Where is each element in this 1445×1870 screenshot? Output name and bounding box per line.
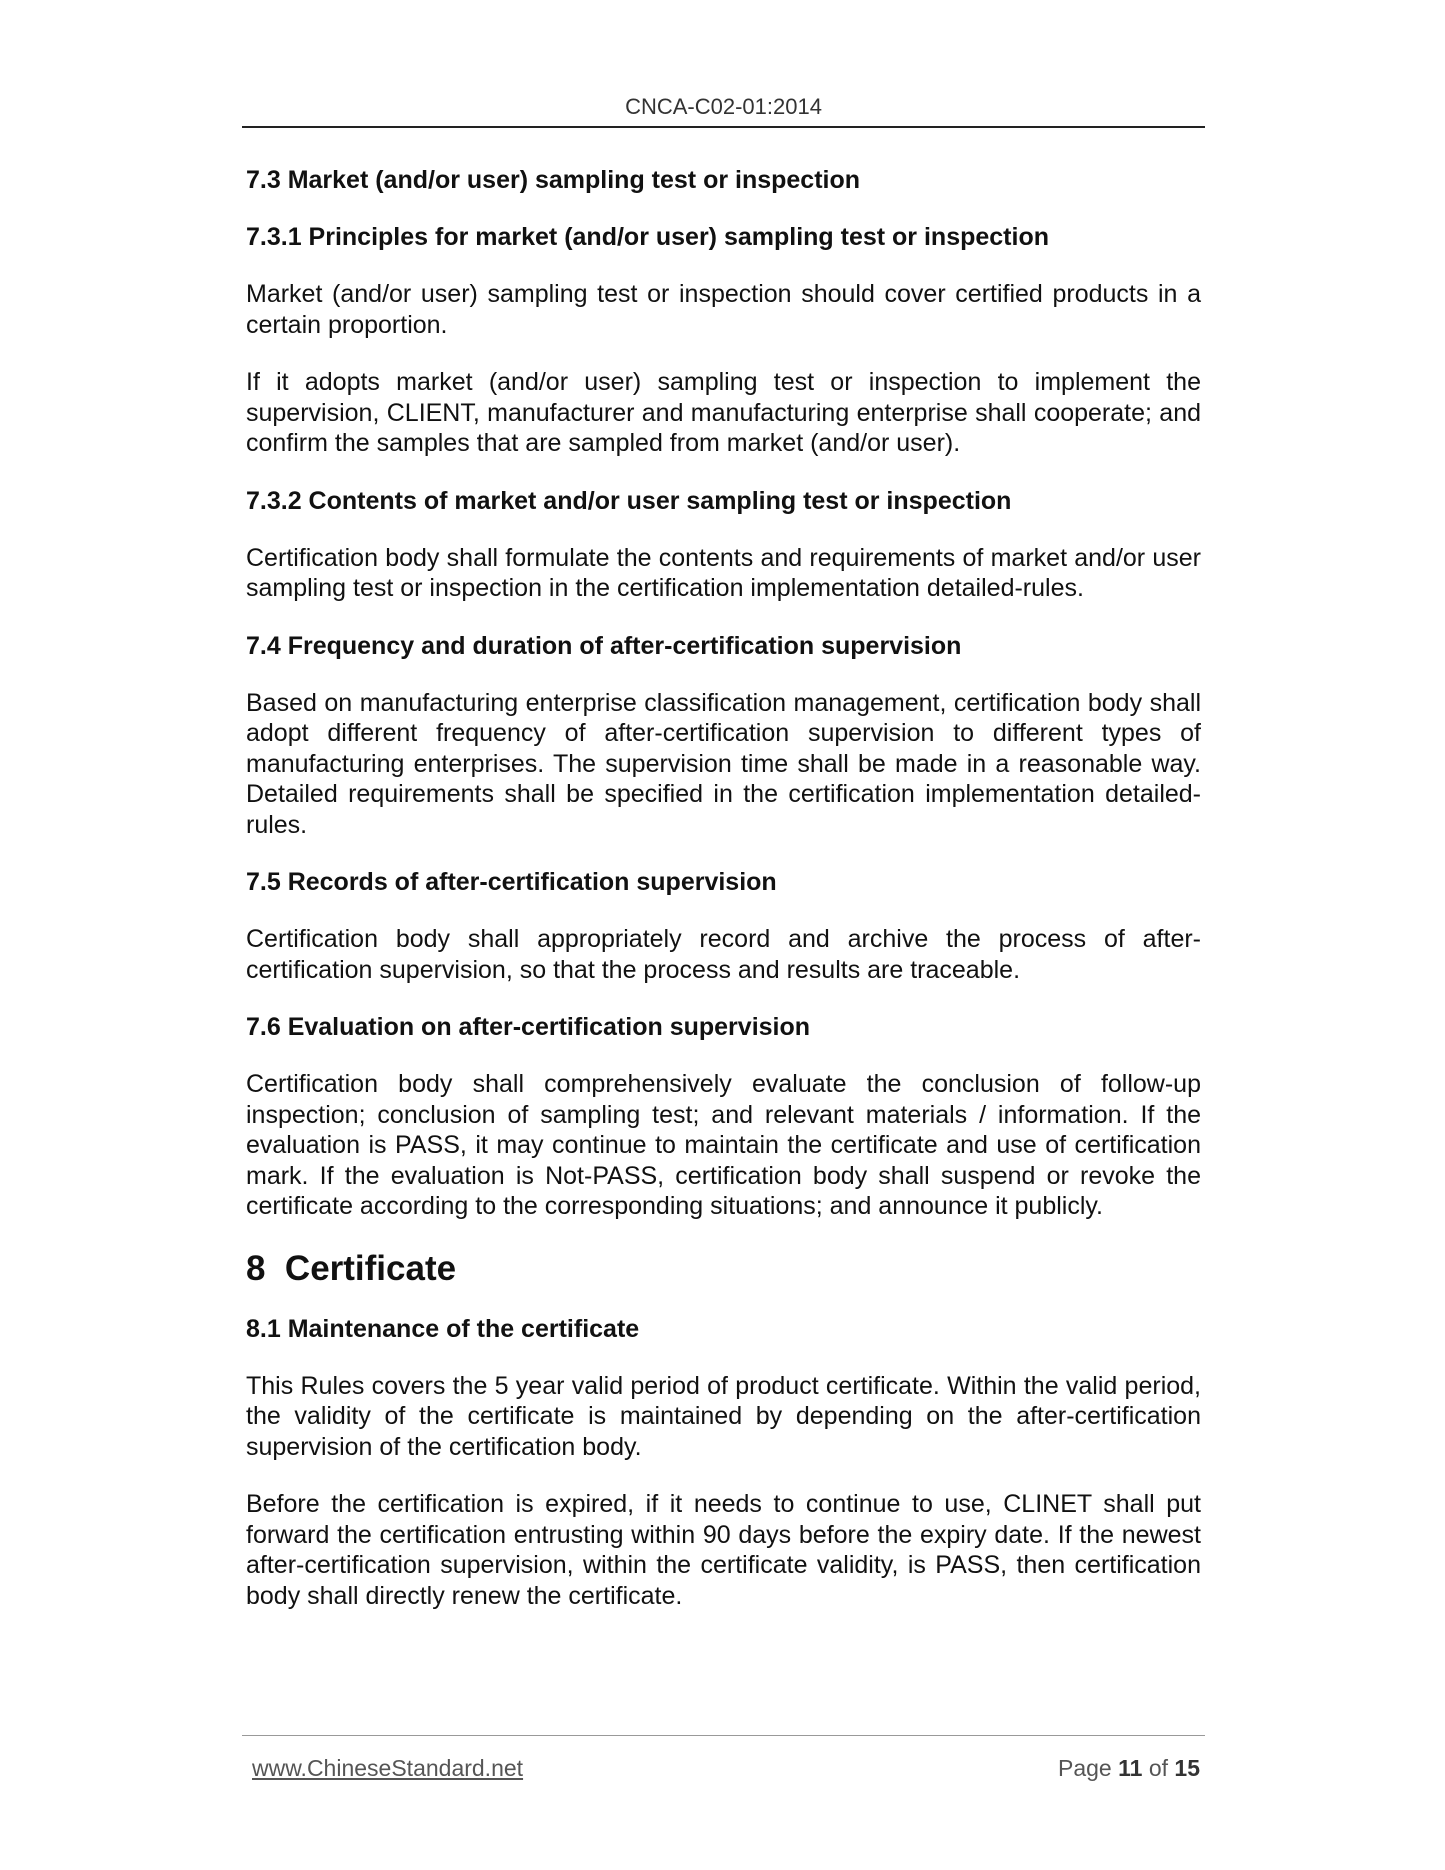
footer-divider	[242, 1735, 1205, 1736]
footer-website-link[interactable]: www.ChineseStandard.net	[252, 1755, 524, 1781]
heading-7-4: 7.4 Frequency and duration of after-certification supervision	[246, 631, 962, 660]
paragraph: Before the certification is expired, if it needs to continue to use, CLINET shall put forward the certification entrusting within 90 days before the expiry date. If the newest after-certification supervision, within the certificate validity, is PASS, then certification body shall directly renew the certificate.	[246, 1490, 1201, 1610]
page-header	[242, 90, 1205, 128]
page-word: Page	[1058, 1755, 1112, 1781]
paragraph: This Rules covers the 5 year valid period of product certificate. Within the valid period, the validity of the certificate is maintained by depending on the after-certification supervision of the certification body.	[246, 1371, 1201, 1461]
heading-7-6: 7.6 Evaluation on after-certification supervision	[246, 1013, 811, 1041]
page-number	[1058, 1755, 1200, 1782]
paragraph: Certification body shall formulate the contents and requirements of market and/or user sampling test or inspection in the certification implementation detailed-rules.	[246, 543, 1201, 602]
paragraph: Certification body shall comprehensively evaluate the conclusion of follow-up inspection; conclusion of sampling test; and relevant materials / information. If the evaluation is PASS, it may continue to maintain the certificate and use of certification mark. If the evaluation is Not-PASS, certification body shall suspend or revoke the certificate according to the corresponding situations; and announce it publicly.	[246, 1070, 1201, 1220]
document-id: CNCA-C02-01:2014	[625, 94, 822, 119]
heading-7-5: 7.5 Records of after-certification supervision	[246, 868, 777, 896]
paragraph: Based on manufacturing enterprise classification management, certification body shall adopt different frequency of after-certification supervision to different types of manufacturing enterprises. The supervision time shall be made in a reasonable way. Detailed requirements shall be specified in the certification implementation detailed-rules.	[246, 688, 1201, 839]
heading-8-certificate: 8 Certificate	[246, 1248, 457, 1288]
heading-7-3-1: 7.3.1 Principles for market (and/or user) sampling test or inspection	[246, 223, 1049, 251]
page-current: 11	[1118, 1755, 1143, 1781]
page-total: 15	[1174, 1755, 1200, 1781]
paragraph: Market (and/or user) sampling test or inspection should cover certified products in a certain proportion.	[246, 280, 1201, 339]
heading-8-1: 8.1 Maintenance of the certificate	[246, 1314, 640, 1343]
paragraph: If it adopts market (and/or user) sampling test or inspection to implement the supervision, CLIENT, manufacturer and manufacturing enterprise shall cooperate; and confirm the samples that are sampled from market (and/or user).	[246, 368, 1201, 457]
heading-7-3-2: 7.3.2 Contents of market and/or user sampling test or inspection	[246, 486, 1012, 515]
page-of: of	[1148, 1755, 1169, 1781]
page-content	[246, 165, 1201, 1638]
heading-7-3: 7.3 Market (and/or user) sampling test or inspection	[246, 166, 861, 194]
paragraph: Certification body shall appropriately record and archive the process of after-certification supervision, so that the process and results are traceable.	[246, 925, 1201, 984]
